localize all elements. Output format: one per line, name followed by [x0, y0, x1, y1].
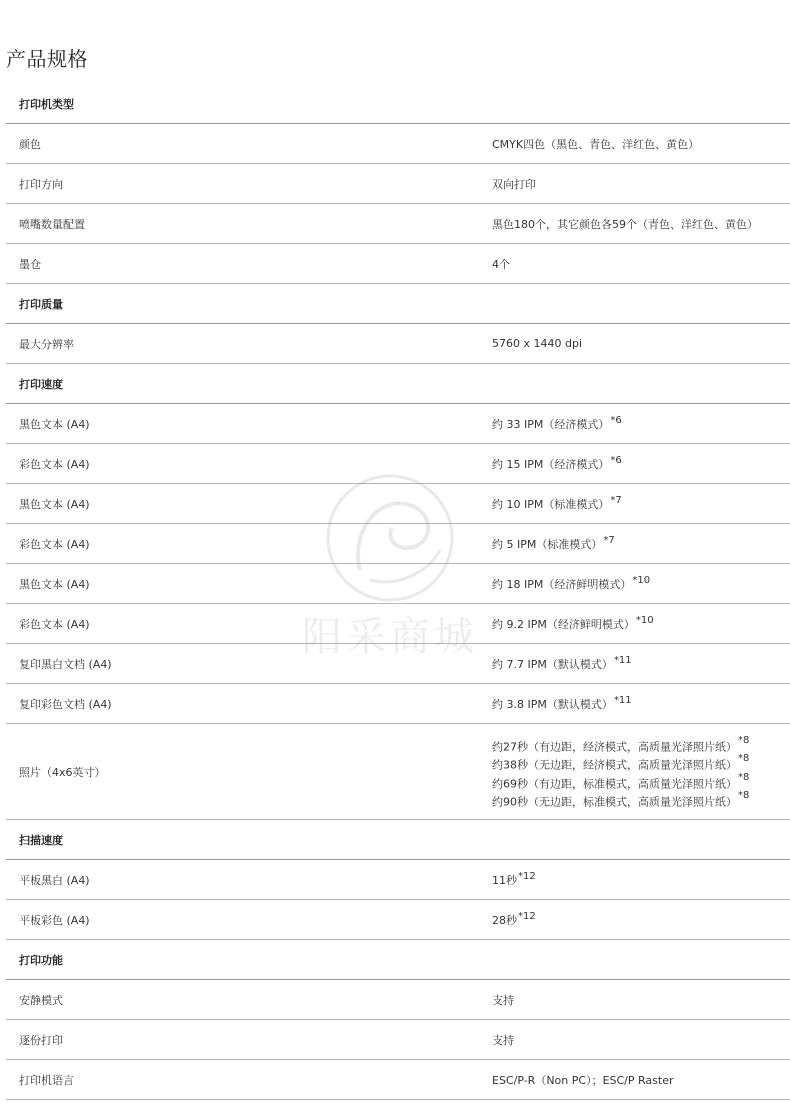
photo-speed-line	[492, 772, 749, 791]
spec-value-text: 约 3.8 IPM（默认模式）	[492, 697, 613, 711]
spec-label: 颜色	[19, 137, 41, 151]
spec-value	[492, 684, 632, 723]
spec-value	[492, 124, 699, 163]
spec-row	[6, 980, 790, 1020]
spec-row	[6, 484, 790, 524]
spec-value-text: 双向打印	[492, 177, 536, 191]
spec-row	[6, 404, 790, 444]
footnote-marker: *6	[610, 415, 622, 426]
spec-value	[492, 524, 615, 563]
spec-value	[492, 164, 536, 203]
spec-row	[6, 324, 790, 364]
spec-value	[492, 244, 510, 283]
spec-label: 复印彩色文档 (A4)	[19, 697, 112, 711]
spec-value-text: 约 33 IPM（经济模式）	[492, 417, 610, 431]
section-title: 扫描速度	[19, 833, 63, 847]
section-header-row	[6, 940, 790, 980]
footnote-marker: *8	[738, 753, 750, 764]
spec-label: 黑色文本 (A4)	[19, 497, 90, 511]
photo-speed-text: 约90秒（无边距，标准模式，高质量光泽照片纸）	[492, 795, 737, 809]
spec-row	[6, 244, 790, 284]
footnote-marker: *12	[518, 871, 536, 882]
section-title: 打印质量	[19, 297, 63, 311]
spec-value-text: ESC/P-R（Non PC）；ESC/P Raster	[492, 1073, 674, 1087]
photo-speed-text: 约27秒（有边距，经济模式，高质量光泽照片纸）	[492, 740, 737, 754]
section-header-row	[6, 820, 790, 860]
spec-value	[492, 404, 622, 443]
spec-value	[492, 1020, 514, 1059]
spec-value-text: 约 7.7 IPM（默认模式）	[492, 657, 613, 671]
footnote-marker: *7	[610, 495, 622, 506]
spec-value	[492, 324, 582, 363]
spec-value	[492, 484, 622, 523]
footnote-marker: *11	[613, 655, 632, 666]
section-header-row	[6, 364, 790, 404]
footnote-marker: *8	[738, 790, 750, 801]
spec-value	[492, 564, 650, 603]
spec-value	[492, 644, 632, 683]
spec-label: 照片（4x6英寸）	[19, 765, 106, 779]
spec-value-text: 约 5 IPM（标准模式）	[492, 537, 603, 551]
spec-label: 安静模式	[19, 993, 63, 1007]
spec-row	[6, 900, 790, 940]
spec-value-text: 11秒	[492, 873, 517, 887]
spec-label: 打印机语言	[19, 1073, 74, 1087]
spec-label: 墨仓	[19, 257, 41, 271]
footnote-marker: *12	[518, 911, 536, 922]
spec-row	[6, 1020, 790, 1060]
spec-value	[492, 980, 514, 1019]
photo-speed-line	[492, 753, 749, 772]
spec-value	[492, 1060, 674, 1099]
section-title: 打印功能	[19, 953, 63, 967]
spec-row	[6, 164, 790, 204]
section-header-row	[6, 284, 790, 324]
spec-row	[6, 564, 790, 604]
spec-row	[6, 204, 790, 244]
spec-value-text: 约 10 IPM（标准模式）	[492, 497, 610, 511]
spec-value	[492, 604, 654, 643]
spec-label: 喷嘴数量配置	[19, 217, 85, 231]
section-title: 打印速度	[19, 377, 63, 391]
spec-value-text: 约 18 IPM（经济鲜明模式）	[492, 577, 632, 591]
spec-value	[492, 860, 536, 899]
photo-speed-line	[492, 735, 749, 754]
spec-row	[6, 524, 790, 564]
spec-table	[6, 84, 790, 1100]
watermark-text: 阳采商城	[302, 614, 478, 660]
spec-value-text: 4个	[492, 257, 510, 271]
spec-value-text: CMYK四色（黑色、青色、洋红色、黄色）	[492, 137, 700, 151]
section-title: 打印机类型	[19, 97, 74, 111]
photo-speed-line	[492, 790, 749, 809]
footnote-marker: *11	[613, 695, 632, 706]
footnote-marker: *10	[632, 575, 651, 586]
spec-label: 彩色文本 (A4)	[19, 537, 90, 551]
spec-value-text: 5760 x 1440 dpi	[492, 337, 583, 350]
spec-value	[492, 204, 758, 243]
spec-row	[6, 444, 790, 484]
spec-row	[6, 644, 790, 684]
spec-label: 最大分辨率	[19, 337, 74, 351]
spec-row	[6, 684, 790, 724]
photo-speed-text: 约38秒（无边距，经济模式，高质量光泽照片纸）	[492, 758, 737, 772]
spec-row-photo	[6, 724, 790, 820]
spec-value-text: 支持	[492, 1033, 514, 1047]
footnote-marker: *8	[738, 734, 750, 746]
spec-row	[6, 604, 790, 644]
photo-speed-text: 约69秒（有边距，标准模式，高质量光泽照片纸）	[492, 777, 737, 791]
spec-value-text: 约 9.2 IPM（经济鲜明模式）	[492, 617, 635, 631]
footnote-marker: *8	[738, 771, 750, 783]
spec-label: 复印黑白文档 (A4)	[19, 657, 112, 671]
spec-label: 黑色文本 (A4)	[19, 577, 90, 591]
page-title: 产品规格	[6, 47, 88, 71]
footnote-marker: *10	[635, 615, 654, 626]
spec-value	[492, 900, 536, 939]
spec-label: 彩色文本 (A4)	[19, 457, 90, 471]
spec-row	[6, 1060, 790, 1100]
spec-row	[6, 124, 790, 164]
footnote-marker: *7	[603, 535, 615, 546]
spec-label: 平板黑白 (A4)	[19, 873, 90, 887]
spec-label: 逐份打印	[19, 1033, 63, 1047]
spec-value-text: 约 15 IPM（经济模式）	[492, 457, 610, 471]
spec-label: 打印方向	[19, 177, 63, 191]
spec-label: 平板彩色 (A4)	[19, 913, 90, 927]
section-header-row	[6, 84, 790, 124]
footnote-marker: *6	[610, 455, 622, 466]
spec-value	[492, 444, 622, 483]
spec-label: 黑色文本 (A4)	[19, 417, 90, 431]
spec-label: 彩色文本 (A4)	[19, 617, 90, 631]
spec-row	[6, 860, 790, 900]
spec-value-text: 28秒	[492, 913, 517, 927]
spec-value	[492, 724, 749, 819]
spec-value-text: 黑色180个，其它颜色各59个（青色、洋红色、黄色）	[492, 217, 758, 231]
spec-value-text: 支持	[492, 993, 514, 1007]
